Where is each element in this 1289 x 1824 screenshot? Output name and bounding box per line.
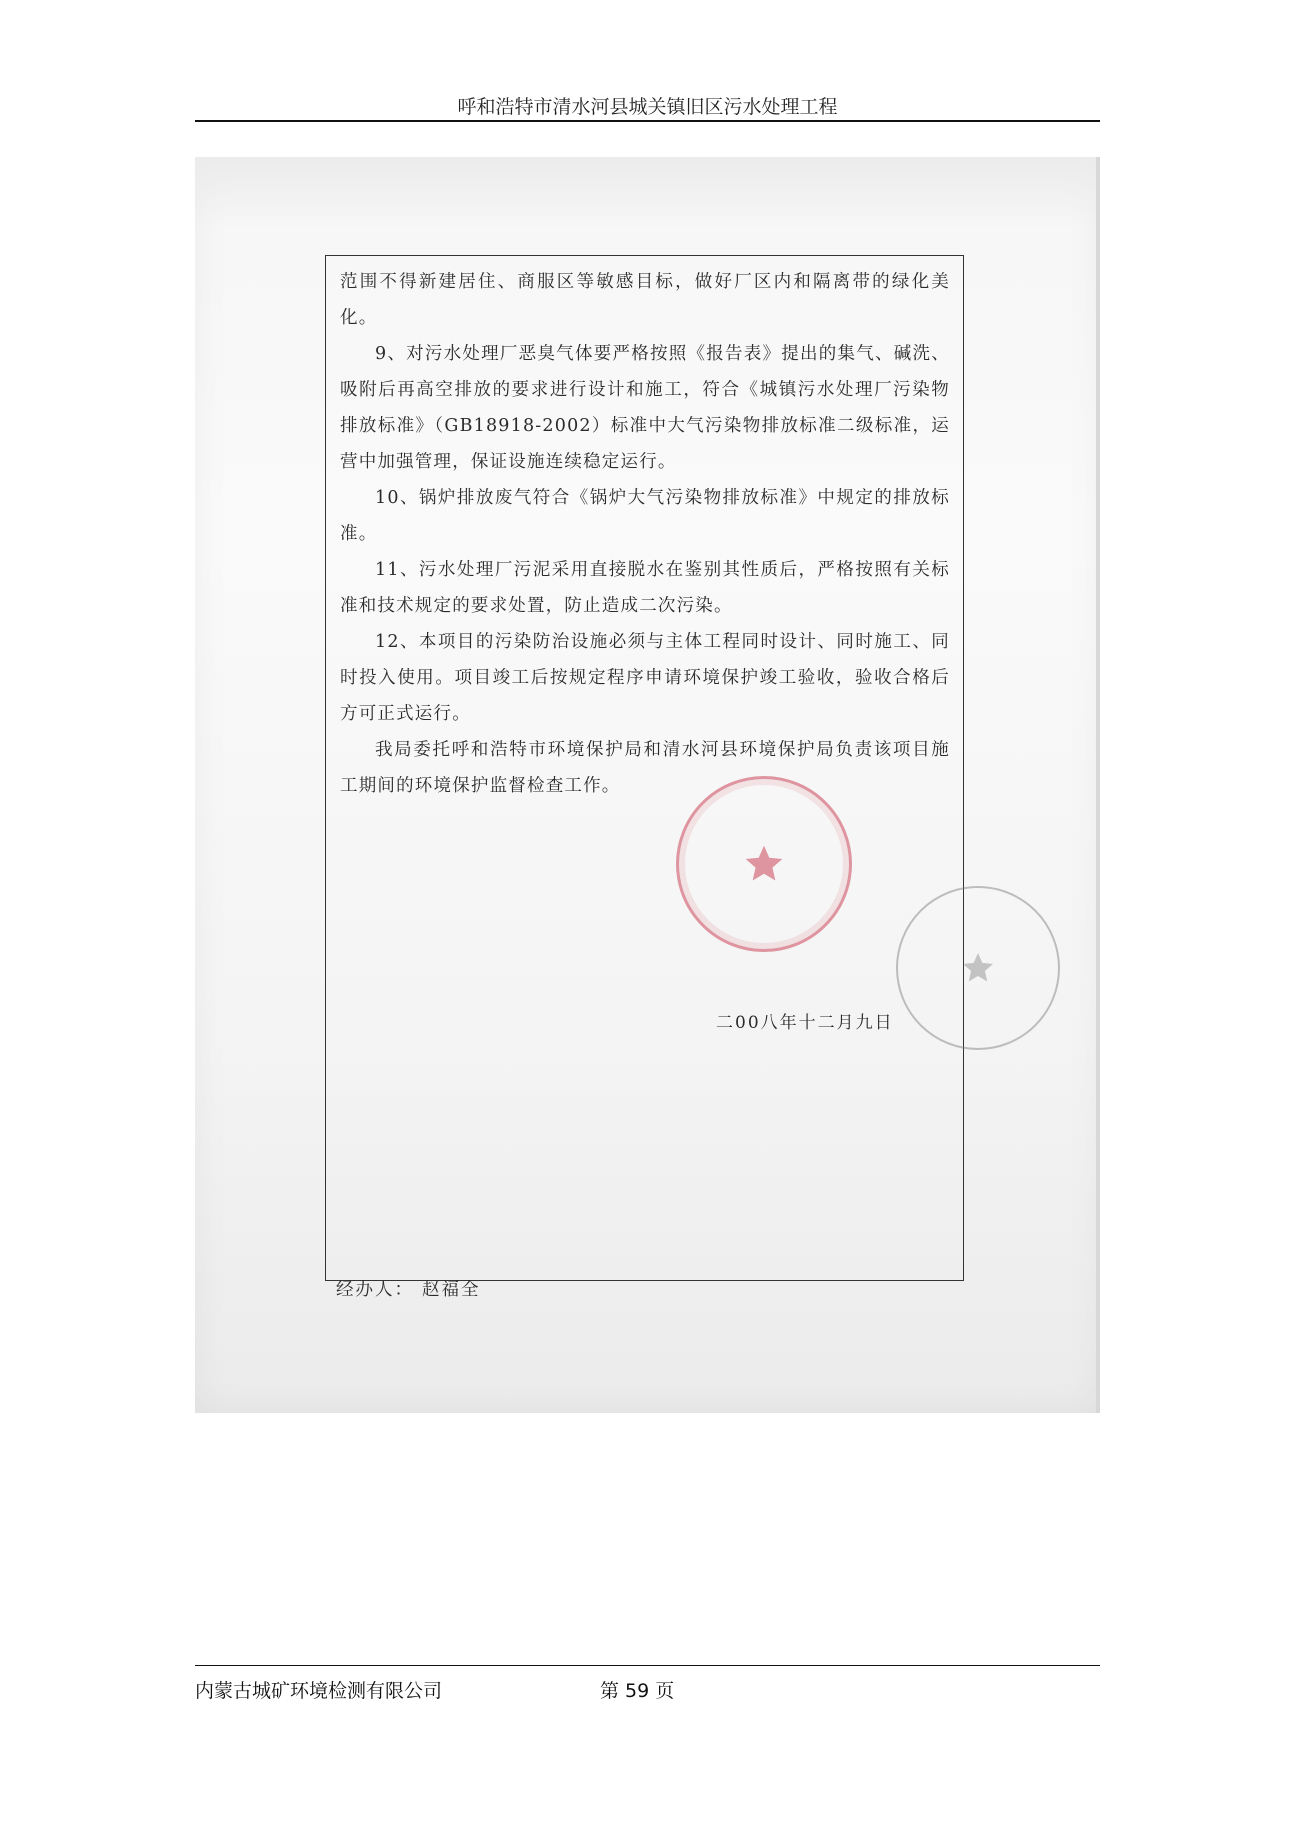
document-frame [325,255,964,1300]
handler-line [336,1276,481,1301]
handler-label: 经办人： [336,1280,414,1300]
document-date: 二00八年十二月九日 [716,1013,894,1033]
paragraph-continuation: 范围不得新建居住、商服区等敏感目标，做好厂区内和隔离带的绿化美化。 [340,272,950,328]
header-divider [195,120,1100,122]
star-icon [960,950,996,986]
scan-shadow-right [1096,157,1100,1413]
paragraph-delegation: 我局委托呼和浩特市环境保护局和清水河县环境保护局负责该项目施工期间的环境保护监督检查工作。 [340,740,950,796]
footer-divider [195,1665,1100,1666]
paragraph-item-12: 12、本项目的污染防治设施必须与主体工程同时设计、同时施工、同时投入使用。项目竣工后按规定程序申请环境保护竣工验收，验收合格后方可正式运行。 [340,632,950,724]
handler-name: 赵福全 [422,1280,481,1300]
scan-shadow-top [195,157,1100,227]
official-seal-red [676,776,852,952]
paragraph-item-9: 9、对污水处理厂恶臭气体要严格按照《报告表》提出的集气、碱洗、吸附后再高空排放的要求进行设计和施工，符合《城镇污水处理厂污染物排放标准》（GB18918-2002）标准中大气污染物排放标准二级标准，运营中加强管理，保证设施连续稳定运行。 [340,344,950,472]
document-body [340,264,950,804]
page-header-title: 呼和浩特市清水河县城关镇旧区污水处理工程 [457,96,838,118]
official-seal-gray [896,886,1060,1050]
footer-page-number: 第 59 页 [600,1680,675,1702]
paragraph-item-10: 10、锅炉排放废气符合《锅炉大气污染物排放标准》中规定的排放标准。 [340,488,950,544]
paragraph-item-11: 11、污水处理厂污泥采用直接脱水在鉴别其性质后，严格按照有关标准和技术规定的要求处置，防止造成二次污染。 [340,560,950,616]
star-icon [742,842,786,886]
scanned-document [195,157,1100,1413]
footer-company: 内蒙古城矿环境检测有限公司 [195,1680,443,1702]
